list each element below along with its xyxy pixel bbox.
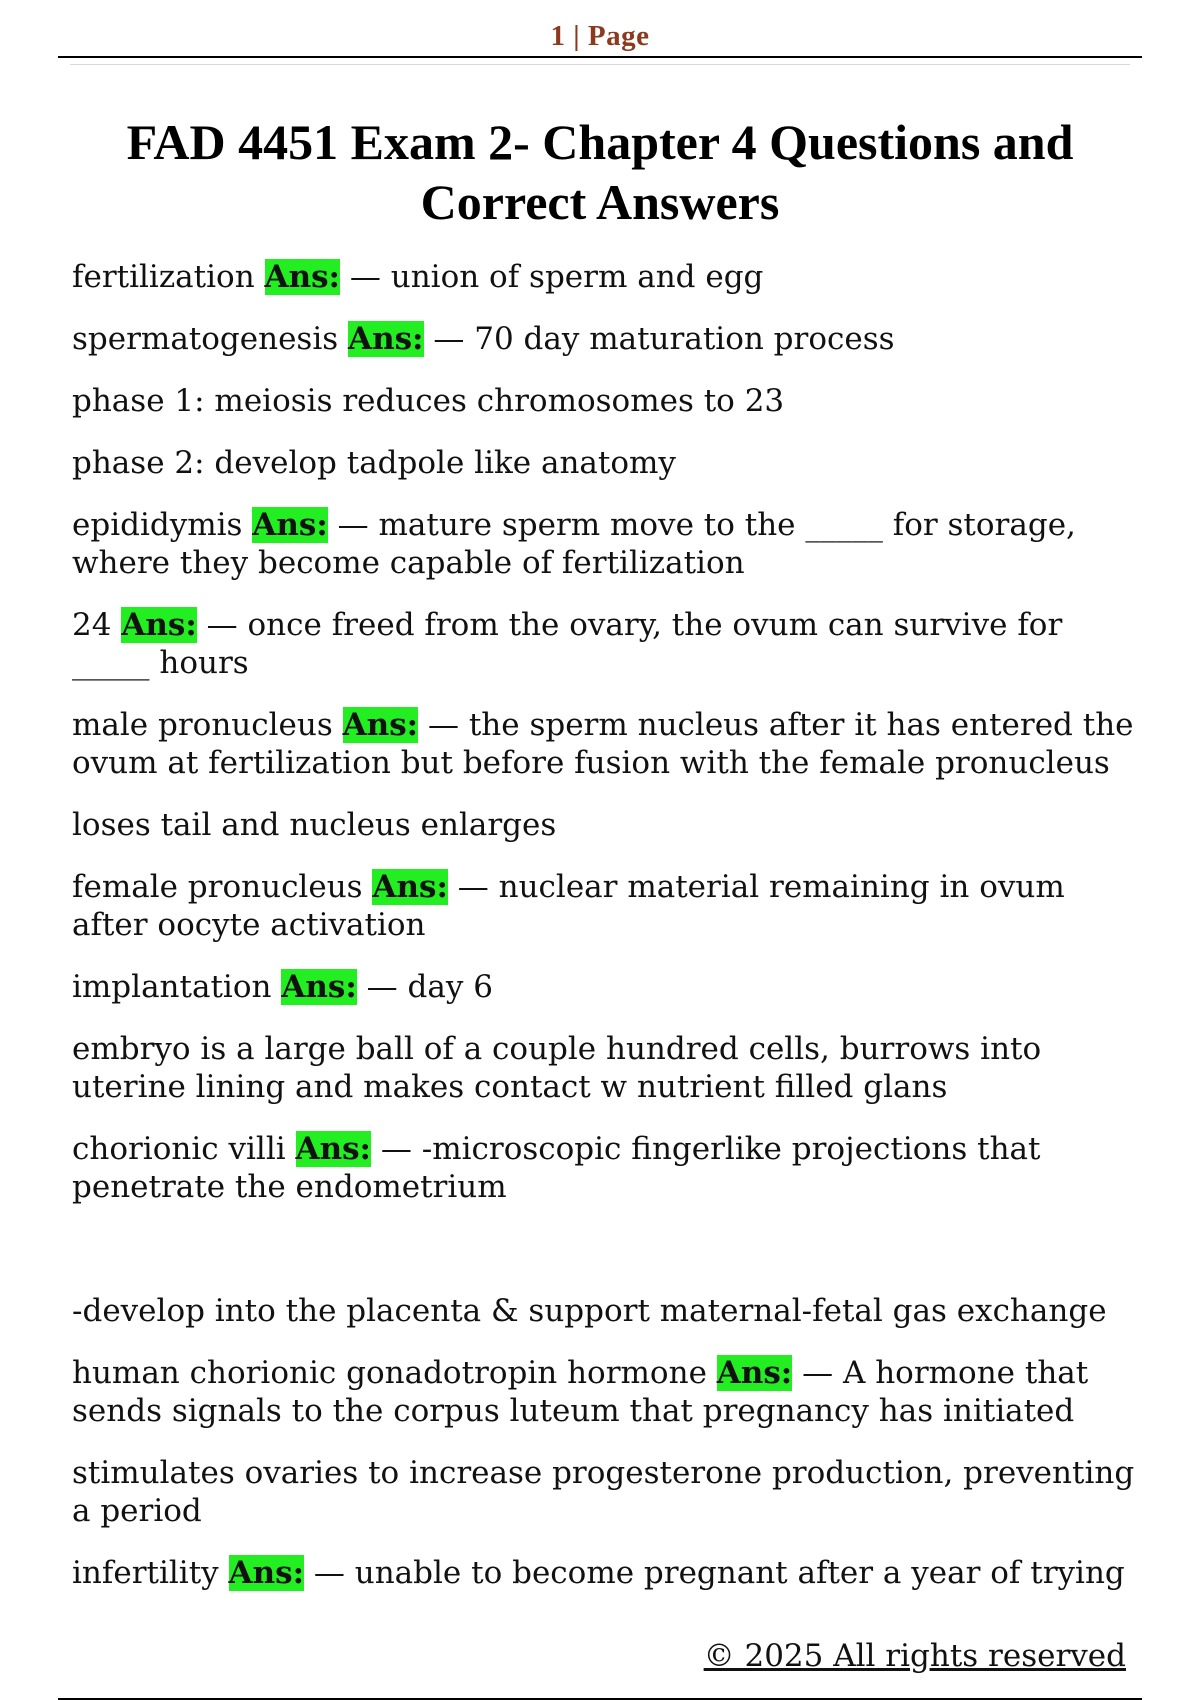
- qa-entry: [72, 506, 1142, 582]
- answer-text: — 70 day maturation process: [423, 321, 895, 357]
- answer-text: — once freed from the ovary, the ovum can survive for _____ hours: [72, 607, 1063, 681]
- term: implantation: [72, 969, 282, 1005]
- qa-entry: [72, 606, 1142, 682]
- answer-text: — day 6: [356, 969, 493, 1005]
- answer-text: — mature sperm move to the _____ for storage, where they become capable of fertilization: [72, 507, 1076, 581]
- qa-entry: [72, 258, 1142, 296]
- copyright-notice: © 2025 All rights reserved: [703, 1638, 1126, 1674]
- term: 24: [72, 607, 122, 643]
- qa-entry: [72, 868, 1142, 944]
- ans-highlight: Ans:: [252, 507, 328, 543]
- qa-content: [72, 258, 1142, 1616]
- page-number-header: 1 | Page: [550, 20, 650, 52]
- ans-highlight: Ans:: [342, 707, 419, 743]
- answer-text: — the sperm nucleus after it has entered the ovum at fertilization but before fusion with the female pronucleus: [72, 707, 1134, 781]
- term: epididymis: [72, 507, 253, 543]
- note-line: stimulates ovaries to increase progesterone production, preventing a period: [72, 1455, 1135, 1529]
- term: fertilization: [72, 259, 265, 295]
- note-line: embryo is a large ball of a couple hundred cells, burrows into uterine lining and makes contact w nutrient filled glans: [72, 1031, 1042, 1105]
- term: infertility: [72, 1555, 229, 1591]
- note-line: -develop into the placenta & support maternal-fetal gas exchange: [72, 1293, 1107, 1329]
- qa-entry: [72, 1130, 1142, 1206]
- ans-highlight: Ans:: [348, 321, 424, 357]
- note-line: phase 2: develop tadpole like anatomy: [72, 445, 676, 481]
- answer-text: — unable to become pregnant after a year of trying: [304, 1555, 1125, 1591]
- term: spermatogenesis: [72, 321, 349, 357]
- ans-highlight: Ans:: [716, 1355, 793, 1391]
- ans-highlight: Ans:: [281, 969, 357, 1005]
- blank-space: [72, 1230, 1142, 1292]
- term: female pronucleus: [72, 869, 373, 905]
- answer-text: — union of sperm and egg: [340, 259, 764, 295]
- term: chorionic villi: [72, 1131, 296, 1167]
- qa-entry: [72, 1354, 1142, 1430]
- answer-text: — -microscopic fingerlike projections that penetrate the endometrium: [72, 1131, 1041, 1205]
- ans-highlight: Ans:: [295, 1131, 372, 1167]
- qa-entry: [72, 320, 1142, 358]
- header-rule: [58, 56, 1142, 58]
- term: human chorionic gonadotropin hormone: [72, 1355, 717, 1391]
- qa-entry: [72, 968, 1142, 1006]
- note-line: phase 1: meiosis reduces chromosomes to 23: [72, 383, 785, 419]
- document-title: FAD 4451 Exam 2- Chapter 4 Questions and Correct Answers: [126, 114, 1074, 230]
- ans-highlight: Ans:: [121, 607, 197, 643]
- header-rule-light: [70, 64, 1130, 65]
- ans-highlight: Ans:: [372, 869, 448, 905]
- qa-entry: [72, 1554, 1142, 1592]
- qa-entry: [72, 706, 1142, 782]
- answer-text: — A hormone that sends signals to the corpus luteum that pregnancy has initiated: [72, 1355, 1089, 1429]
- term: male pronucleus: [72, 707, 343, 743]
- ans-highlight: Ans:: [228, 1555, 305, 1591]
- note-line: loses tail and nucleus enlarges: [72, 807, 557, 843]
- ans-highlight: Ans:: [264, 259, 341, 295]
- answer-text: — nuclear material remaining in ovum after oocyte activation: [72, 869, 1065, 943]
